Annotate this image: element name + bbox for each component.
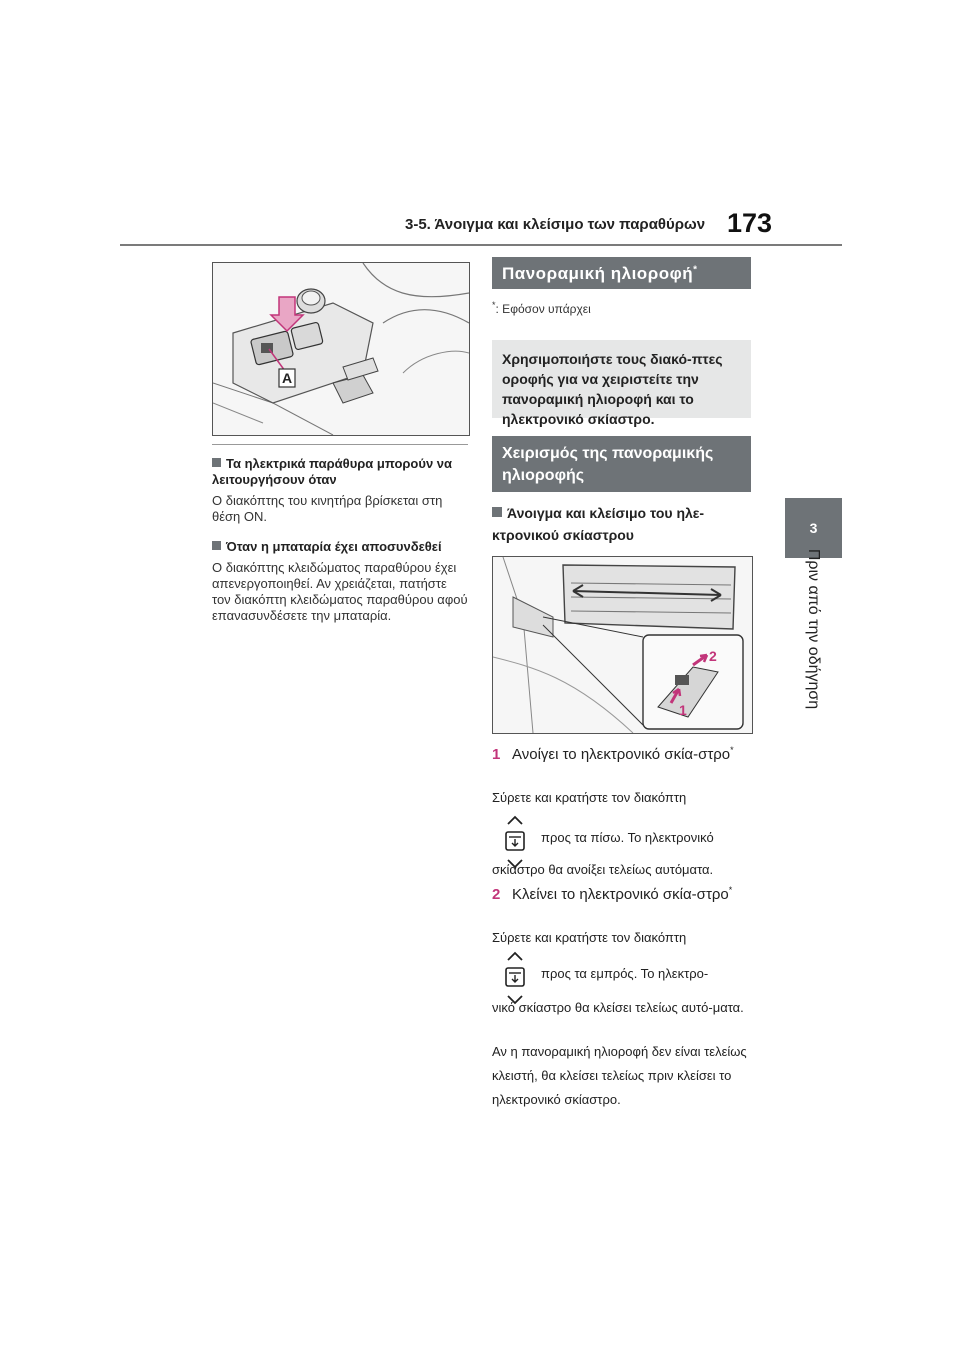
step-number: 1 xyxy=(492,746,501,763)
square-bullet-icon xyxy=(212,541,221,550)
square-bullet-icon xyxy=(212,458,221,467)
subsection-title-bar xyxy=(492,436,751,492)
step-1-line-3: σκίαστρο θα ανοίξει τελείως αυτόματα. xyxy=(492,862,714,877)
left-separator xyxy=(212,444,468,445)
step-asterisk: * xyxy=(730,745,734,755)
step-1-line-2: προς τα πίσω. Το ηλεκτρονικό xyxy=(541,830,714,845)
step-2-line-3: νικό σκίαστρο θα κλείσει τελείως αυτό-ματα. xyxy=(492,1000,744,1015)
intro-box xyxy=(492,340,751,427)
section-title: Πανοραμική ηλιοροφή xyxy=(502,264,694,283)
figure-label-a: A xyxy=(281,370,293,386)
note-heading: Όταν η μπαταρία έχει αποσυνδεθεί xyxy=(226,539,442,554)
section-title-bar xyxy=(492,257,751,289)
sunshade-illustration xyxy=(492,556,753,734)
window-switch-drawing xyxy=(213,263,469,435)
step-title: Ανοίγει το ηλεκτρονικό σκία-στρο xyxy=(512,746,731,763)
sunshade-drawing xyxy=(493,557,752,733)
section-header-title: 3-5. Άνοιγμα και κλείσιμο των παραθύρων xyxy=(405,216,706,233)
note-heading: Τα ηλεκτρικά παράθυρα μπορούν να λειτουργήσουν όταν xyxy=(212,456,453,487)
asterisk-mark: * xyxy=(693,264,698,276)
footnote-text: : Εφόσον υπάρχει xyxy=(495,302,591,316)
chapter-tab[interactable]: 3 xyxy=(785,498,842,558)
footnote xyxy=(492,300,591,316)
subsection-title: Χειρισμός της πανοραμικής ηλιοροφής xyxy=(502,445,714,484)
step-asterisk: * xyxy=(728,885,733,895)
note-body: Ο διακόπτης του κινητήρα βρίσκεται στη θέση ON. xyxy=(212,493,443,524)
callout-1: 1 xyxy=(679,702,687,718)
step-2-line-1: Σύρετε και κρατήστε τον διακόπτη xyxy=(492,930,687,945)
step-1-line-1: Σύρετε και κρατήστε τον διακόπτη xyxy=(492,790,687,805)
step-title: Κλείνει το ηλεκτρονικό σκία-στρο xyxy=(512,886,729,903)
final-note: Αν η πανοραμική ηλιοροφή δεν είναι τελείως κλειστή, θα κλείσει τελείως πριν κλείσει το ηλεκτρονικό σκίαστρο. xyxy=(492,1044,747,1107)
callout-2: 2 xyxy=(709,648,717,664)
window-switch-illustration xyxy=(212,262,470,436)
footnote-asterisk: * xyxy=(492,300,496,310)
intro-text: Χρησιμοποιήστε τους διακό-πτες οροφής για να χειριστείτε την πανοραμική ηλιοροφή και το ηλεκτρονικό σκίαστρο. xyxy=(502,351,723,427)
square-bullet-icon xyxy=(492,507,502,517)
operation-heading xyxy=(492,502,751,546)
header-rule xyxy=(120,244,842,246)
page-number: 173 xyxy=(727,208,773,238)
step-1-title xyxy=(492,738,752,767)
chapter-title: Πριν από την οδήγηση xyxy=(805,548,822,710)
note-engine-switch xyxy=(212,456,468,525)
note-body: Ο διακόπτης κλειδώματος παραθύρου έχει απενεργοποιηθεί. Αν χρειάζεται, πατήστε τον διακόπτη κλειδώματος παραθύρου αφού επανασυνδέσετε την μπαταρία. xyxy=(212,560,468,623)
note-battery-disconnected xyxy=(212,539,468,624)
step-2-title xyxy=(492,878,752,907)
operation-heading-text: Άνοιγμα και κλείσιμο του ηλε-κτρονικού σκίαστρου xyxy=(492,505,705,543)
step-number: 2 xyxy=(492,886,501,903)
step-2-line-2: προς τα εμπρός. Το ηλεκτρο- xyxy=(541,966,709,981)
